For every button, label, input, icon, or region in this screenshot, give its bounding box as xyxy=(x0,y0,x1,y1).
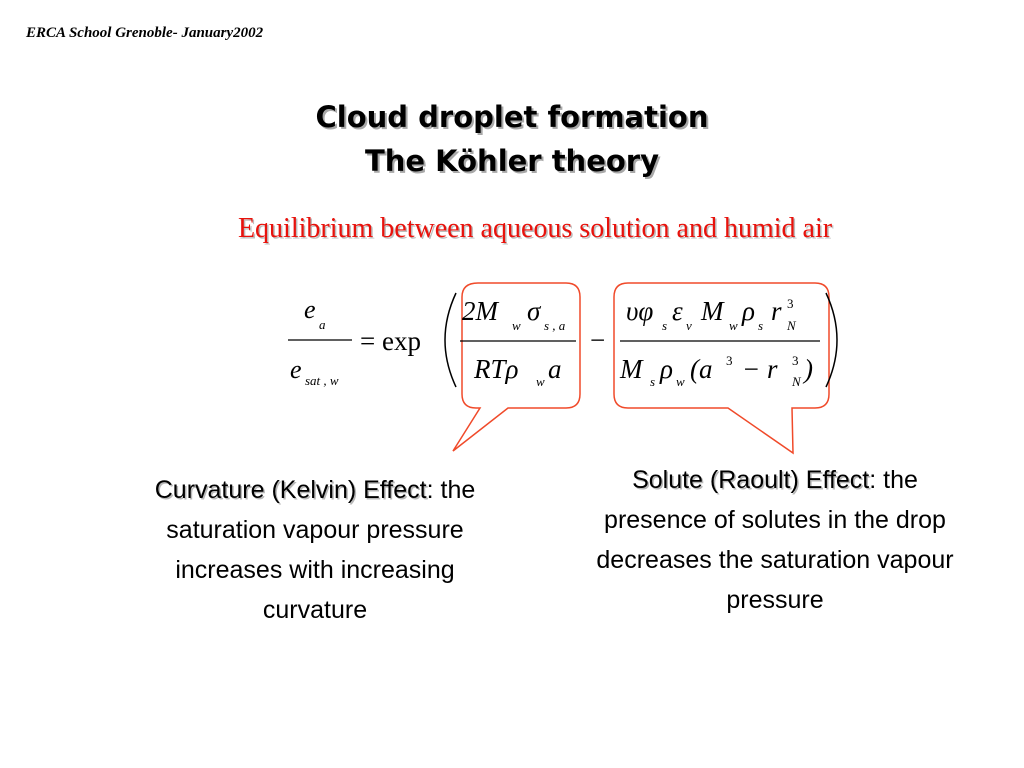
eq-raoult-den-r-sup: 3 xyxy=(792,353,799,368)
kelvin-effect-text: : the saturation vapour pressure increases with increasing curvature xyxy=(166,476,476,624)
eq-raoult-numerator-sub3: w xyxy=(729,318,738,333)
eq-kelvin-denominator: RTρ xyxy=(474,354,519,384)
raoult-effect-note xyxy=(580,460,970,620)
eq-right-paren xyxy=(826,293,837,387)
eq-raoult-numerator-sub2: v xyxy=(686,318,692,333)
eq-equals-exp: = exp xyxy=(360,326,421,356)
eq-kelvin-numerator: 2M xyxy=(462,296,498,326)
eq-raoult-epsilon: ε xyxy=(672,296,683,326)
kelvin-effect-lead: Curvature (Kelvin) Effect xyxy=(154,476,427,504)
eq-raoult-den-sub1: s xyxy=(650,374,656,389)
eq-raoult-M: M xyxy=(701,296,724,326)
eq-raoult-rho: ρ xyxy=(742,296,755,326)
eq-raoult-den-rho: ρ xyxy=(660,354,673,384)
kelvin-effect-note xyxy=(125,470,505,630)
eq-kelvin-numerator-sub2: s , a xyxy=(544,318,566,333)
eq-left-paren xyxy=(445,293,456,387)
eq-raoult-den-r-sub: N xyxy=(792,374,801,389)
eq-raoult-numerator-sub1: s xyxy=(662,318,668,333)
eq-kelvin-denominator-sub: w xyxy=(536,374,545,389)
eq-lhs-denominator-sub: sat , w xyxy=(305,373,339,388)
eq-raoult-den-close: ) xyxy=(804,354,813,384)
title-line-2: The Köhler theory xyxy=(364,144,660,178)
eq-raoult-numerator: υφ xyxy=(626,296,654,326)
eq-kelvin-denominator-tail: a xyxy=(548,354,562,384)
eq-kelvin-sigma: σ xyxy=(527,296,541,326)
eq-raoult-den-open: (a xyxy=(690,354,713,384)
eq-minus: − xyxy=(590,325,606,355)
title-line-1: Cloud droplet formation xyxy=(315,100,709,134)
eq-lhs-numerator: e xyxy=(304,295,316,324)
kohler-equation xyxy=(280,285,850,395)
eq-raoult-den-minus-r: − r xyxy=(742,354,778,384)
eq-raoult-r: r xyxy=(771,296,782,326)
slide-header: ERCA School Grenoble- January2002 xyxy=(26,25,264,41)
eq-lhs-denominator: e xyxy=(290,355,302,384)
eq-raoult-numerator-sub4: s xyxy=(758,318,764,333)
raoult-effect-lead: Solute (Raoult) Effect xyxy=(632,466,870,494)
raoult-effect-text: : the presence of solutes in the drop decreases the saturation vapour pressure xyxy=(596,466,954,614)
eq-raoult-den-a-sup: 3 xyxy=(726,353,733,368)
eq-raoult-den-sub2: w xyxy=(676,374,685,389)
eq-raoult-r-sup: 3 xyxy=(787,296,794,311)
eq-kelvin-numerator-sub1: w xyxy=(512,318,521,333)
slide-subtitle: Equilibrium between aqueous solution and humid air xyxy=(237,213,833,244)
eq-raoult-den-M: M xyxy=(620,354,643,384)
eq-raoult-r-sub: N xyxy=(787,318,796,333)
eq-lhs-numerator-sub: a xyxy=(319,317,326,332)
